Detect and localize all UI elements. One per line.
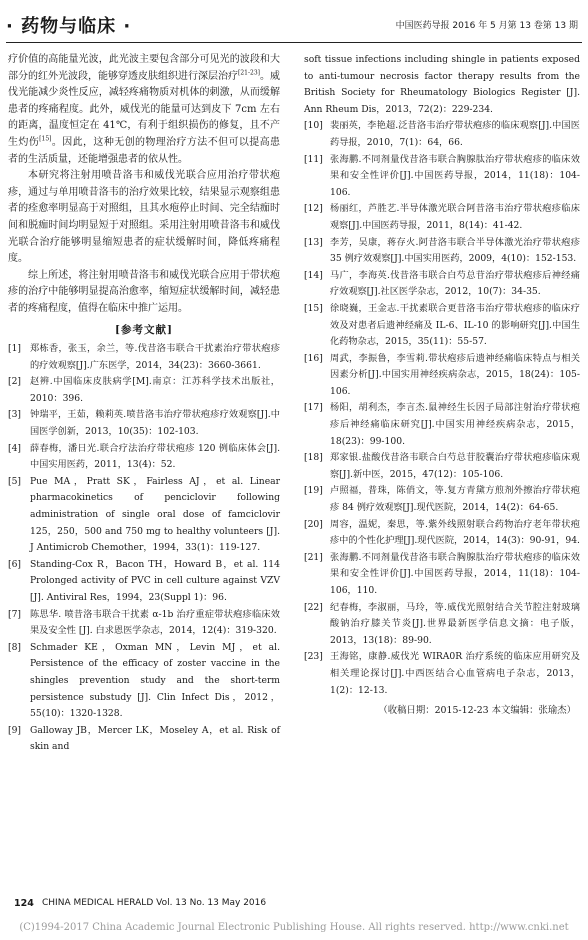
- reference-number: [2]: [8, 376, 22, 388]
- reference-item: [304, 351, 580, 401]
- reference-number: [5]: [8, 475, 22, 487]
- reference-item: [8, 474, 280, 557]
- reference-text: Schmader KE，Oxman MN，Levin MJ，et al. Persistence of the efficacy of zoster vaccine in the shingles prevention study and the short-term persistence substudy [J]. Clin Infect Dis，2012，55(10)：1320-1328.: [30, 641, 280, 720]
- page-header: [0, 0, 588, 46]
- header-divider: [6, 42, 582, 43]
- reference-text: 王海铭，康静.威伐光 WIRA0R 治疗系统的临床应用研究及相关理论探讨[J].中西医结合心血管病电子杂志，2013，1(2)：12-13.: [330, 651, 580, 696]
- reference-number: [19]: [304, 485, 323, 497]
- reference-item: [8, 341, 280, 374]
- reference-item: [8, 407, 280, 440]
- reference-number: [20]: [304, 518, 323, 530]
- reference-number: [3]: [8, 409, 22, 421]
- reference-item: [304, 400, 580, 450]
- reference-text: 郑家银.盐酸伐昔洛韦联合白芍总苷胶囊治疗带状疱疹临床观察[J].新中医，2015，47(12)：105-106.: [330, 452, 580, 480]
- reference-item: [304, 235, 580, 268]
- reference-text: Galloway JB，Mercer LK，Moseley A，et al. Risk of skin and: [30, 724, 280, 753]
- reference-item: [304, 201, 580, 234]
- reference-text: 赵辨.中国临床皮肤病学[M].南京：江苏科学技术出版社，2010：396.: [30, 376, 280, 404]
- reference-text: Pue MA，Pratt SK，Fairless AJ，et al. Linear pharmacokinetics of penciclovir following administration of single oral dose of famciclovir 125，250，500 and 750 mg to healthy volunteers [J]. J Antimicrob Chemother，1994，33(1)：119-127.: [30, 475, 280, 554]
- reference-number: [9]: [8, 724, 22, 736]
- reference-item: [304, 450, 580, 483]
- reference-number: [14]: [304, 269, 323, 281]
- reference-text: 陈思华. 喷昔洛韦联合干扰素 α-1b 治疗重症带状疱疹临床效果及安全性 [J]. 白求恩医学杂志，2014，12(4)：319-320.: [30, 608, 280, 637]
- reference-number: [22]: [304, 601, 323, 613]
- reference-item: [304, 268, 580, 301]
- reference-number: [12]: [304, 203, 323, 215]
- copyright-watermark: (C)1994-2017 China Academic Journal Electronic Publishing House. All rights reserved. http://www.cnki.net: [19, 922, 569, 933]
- reference-item: [8, 441, 280, 474]
- body-paragraph: 疗价值的高能量光波，此光波主要包含部分可见光的波段和大部分的红外光波段，能够穿透皮肤组织进行深层治疗[21-23]。威伐光能减少炎性反应，减轻疼痛物质对机体的刺激，从而缓解患者的疼痛程度。此外，威伐光的能量可达到皮下 7cm 左右的距离，温度恒定在 41℃，有利于组织损伤的修复，且不产生灼伤[15]。因此，这种无创的物理治疗方法不但可以提高患者的生活质量，还能增强患者的依从性。: [8, 54, 281, 165]
- conclusion-paragraph: 综上所述，将注射用喷昔洛韦和威伐光联合应用于带状疱疹的治疗中能够明显提高治愈率，缩短症状缓解时间，减轻患者的疼痛程度，值得在临床中推广运用。: [8, 269, 280, 314]
- reference-number: [11]: [304, 153, 323, 165]
- reference-item: [304, 301, 580, 351]
- reference-item: [304, 118, 580, 151]
- right-column: [304, 52, 580, 720]
- page-number: 124: [14, 898, 34, 909]
- reference-text: 郑栋香，张玉，余兰，等.伐昔洛韦联合干扰素治疗带状疱疹的疗效观察[J].广东医学，2014，34(23)：3660-3661.: [30, 343, 280, 371]
- reference-number: [21]: [304, 551, 323, 563]
- references-heading: [参考文献]: [115, 323, 173, 336]
- reference-number: [6]: [8, 558, 22, 570]
- reference-number: [4]: [8, 442, 22, 454]
- reference-item: [8, 374, 280, 407]
- reference-number: [13]: [304, 236, 323, 248]
- reference-item: [8, 557, 280, 607]
- reference-number: [23]: [304, 651, 323, 663]
- reference-item: [8, 640, 280, 723]
- reference-text: 杨丽红，芦胜艺.半导体激光联合阿昔洛韦治疗带状疱疹临床观察[J].中国医药导报，2011，8(14)：41-42.: [330, 203, 580, 231]
- reference-text: 周容，温妮，秦思，等.紫外线照射联合药物治疗老年带状疱疹中的个性化护理[J].现代医院，2014，14(3)：90-91，94.: [330, 518, 580, 547]
- reference-number: [17]: [304, 402, 323, 414]
- reference-list-left: [8, 341, 280, 756]
- reference-number: [15]: [304, 302, 323, 314]
- reference-text: Standing-Cox R，Bacon TH，Howard B，et al. 114 Prolonged activity of PVC in cell culture against VZV [J]. Antiviral Res，1994，23(Suppl 1)：96.: [30, 558, 280, 603]
- reference-text: 张海鹏.不同剂量伐昔洛韦联合胸腺肽治疗带状疱疹的临床效果和安全性评价[J].中国医药导报，2014，11(18)：104-106，110.: [330, 551, 580, 596]
- reference-text: 李芳，吴康，蒋存火.阿昔洛韦联合半导体激光治疗带状疱疹 35 例疗效观察[J].中国实用医药，2009，4(10)：152-153.: [330, 236, 580, 265]
- reference-item: [304, 649, 580, 699]
- reference-list-right: [304, 118, 580, 699]
- footer-journal: CHINA MEDICAL HERALD Vol. 13 No. 13 May 2016: [42, 898, 267, 908]
- reference-text: 杨阳，胡利杰，李言杰.鼠神经生长因子局部注射治疗带状疱疹后神经痛临床研究[J].中国实用神经疾病杂志，2015，18(23)：99-100.: [330, 402, 580, 447]
- reference-number: [8]: [8, 641, 22, 653]
- reference-text: 周武，李振鲁，李雪莉.带状疱疹后遗神经痛临床特点与相关因素分析[J].中国实用神经疾病杂志，2015，18(24)：105-106.: [330, 352, 580, 397]
- reference-text: 钟瑞平，王茹，赖莉英.喷昔洛韦治疗带状疱疹疗效观察[J].中国医学创新，2013，10(35)：102-103.: [30, 409, 280, 438]
- reference-item: [8, 607, 280, 640]
- reference-item: [304, 483, 580, 516]
- reference-number: [1]: [8, 343, 22, 355]
- reference-text: 徐晓巍，王金志.干扰素联合更昔洛韦治疗带状疱疹的临床疗效及对患者后遗神经痛及 IL-6、IL-10 的影响研究[J].中国生化药物杂志，2015，35(11)：55-57.: [330, 302, 580, 348]
- journal-issue-info: 中国医药导报 2016 年 5 月第 13 卷第 13 期: [395, 21, 578, 31]
- body-paragraph: 本研究将注射用喷昔洛韦和威伐光联合应用治疗带状疱疹，通过与单用喷昔洛韦的治疗效果比较，结果显示观察组患者的痊愈率明显高于对照组，且其水疱停止时间、完全结痂时间和脱痂时间均明显短于对照组。采用注射用喷昔洛韦和威伐光联合治疗能够明显缩短患者的症状缓解时间，降低疼痛程度。: [8, 170, 280, 265]
- reference-text: 薛春梅，潘日光.联合疗法治疗带状疱疹 120 例临床体会[J].中国实用医药，2011，13(4)：52.: [30, 442, 280, 471]
- reference-item: [304, 152, 580, 202]
- reference-continuation: soft tissue infections including shingle in patients exposed to anti-tumour necrosis factor therapy results from the British Society for Rheumatology Biologics Register [J]. Ann Rheum Dis，2013，72(2)：229-234.: [304, 54, 580, 115]
- reference-text: 裴丽英，李艳超.泛昔洛韦治疗带状疱疹的临床观察[J].中国医药导报，2010，7(1)：64，66.: [330, 120, 580, 148]
- reference-number: [7]: [8, 608, 22, 620]
- left-column: [8, 52, 280, 756]
- reference-number: [10]: [304, 120, 323, 132]
- reference-number: [18]: [304, 452, 323, 464]
- reference-item: [8, 723, 280, 756]
- reference-text: 张海鹏.不同剂量伐昔洛韦联合胸腺肽治疗带状疱疹的临床效果和安全性评价[J].中国医药导报，2014，11(18)：104-106.: [330, 153, 580, 198]
- reference-number: [16]: [304, 352, 323, 364]
- reference-text: 卢照福，普珠，陈俏文，等.复方青黛方煎剂外擦治疗带状疱疹 84 例疗效观察[J].现代医院，2014，14(2)：64-65.: [330, 485, 580, 514]
- reference-text: 纪春梅，李淑丽，马玲，等.威伐光照射结合关节腔注射玻璃酸钠治疗膝关节炎[J].世界最新医学信息文摘：电子版，2013，13(18)：89-90.: [330, 601, 580, 646]
- reference-item: [304, 550, 580, 600]
- reference-text: 马广，李海英.伐昔洛韦联合白芍总苷治疗带状疱疹后神经痛疗效观察[J].社区医学杂志，2012，10(7)：34-35.: [330, 269, 580, 298]
- reference-item: [304, 517, 580, 550]
- received-date: （收稿日期：2015-12-23 本文编辑：张瑜杰）: [378, 705, 576, 717]
- reference-item: [304, 600, 580, 650]
- section-title: · 药物与临床 ·: [6, 16, 132, 37]
